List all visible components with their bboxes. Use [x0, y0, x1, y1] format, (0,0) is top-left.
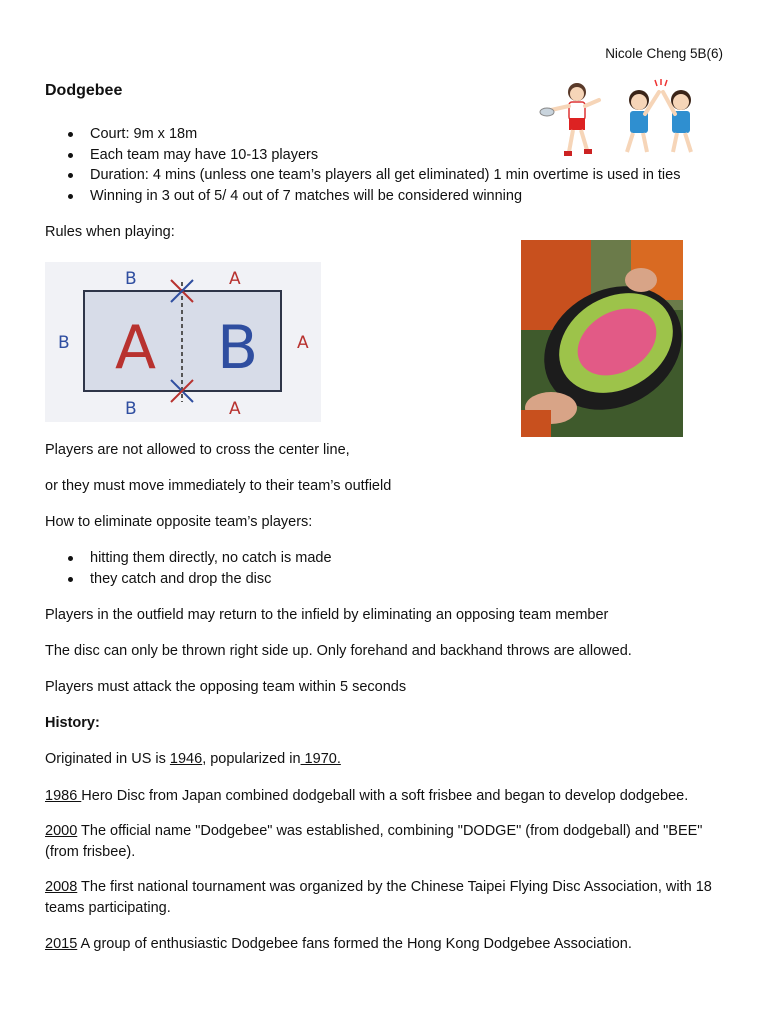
- list-item: Court: 9m x 18m: [45, 124, 680, 145]
- list-item: Each team may have 10-13 players: [45, 145, 680, 166]
- outfield-label-a: A: [229, 399, 241, 419]
- outfield-label-b: B: [58, 333, 70, 353]
- author-name: Nicole Cheng 5B(6): [605, 46, 723, 61]
- outfield-label-a: A: [297, 333, 309, 353]
- rule-line: or they must move immediately to their team’s outfield: [45, 478, 392, 494]
- rule-line: Players are not allowed to cross the center line,: [45, 442, 350, 458]
- history-event: 2015 A group of enthusiastic Dodgebee fans formed the Hong Kong Dodgebee Association.: [45, 936, 632, 952]
- outfield-label-a: A: [229, 269, 241, 289]
- eliminate-heading: How to eliminate opposite team’s players:: [45, 514, 313, 530]
- event-year: 2000: [45, 823, 78, 839]
- origin-year: 1946: [169, 751, 203, 767]
- history-heading: History:: [45, 715, 100, 731]
- list-item: they catch and drop the disc: [45, 569, 332, 590]
- eliminate-list: [45, 548, 332, 589]
- court-diagram: [45, 262, 321, 422]
- rule-line: Players in the outfield may return to the infield by eliminating an opposing team member: [45, 607, 609, 623]
- event-year: 2015: [45, 936, 78, 952]
- list-item: Winning in 3 out of 5/ 4 out of 7 matches will be considered winning: [45, 186, 680, 207]
- history-event: 2008 The first national tournament was organized by the Chinese Taipei Flying Disc Association, with 18 teams participating.: [45, 879, 712, 916]
- dodgebee-photo: [521, 240, 683, 437]
- rule-line: Players must attack the opposing team within 5 seconds: [45, 679, 407, 695]
- kids-illustration: [535, 78, 710, 168]
- event-year: 1986: [45, 788, 82, 804]
- list-item: Duration: 4 mins (unless one team’s players all get eliminated) 1 min overtime is used in ties: [45, 165, 680, 186]
- event-year: 2008: [45, 879, 78, 895]
- history-event: 2000 The official name "Dodgebee" was established, combining "DODGE" (from dodgeball) and "BEE" (from frisbee).: [45, 823, 703, 860]
- court-letter-a: A: [115, 313, 157, 383]
- popularized-year: 1970.: [300, 751, 341, 767]
- high-five-figures: [627, 79, 691, 152]
- page-title: Dodgebee: [45, 82, 123, 99]
- rules-heading: Rules when playing:: [45, 224, 175, 240]
- list-item: hitting them directly, no catch is made: [45, 548, 332, 569]
- rule-line: The disc can only be thrown right side up. Only forehand and backhand throws are allowed.: [45, 643, 632, 659]
- outfield-label-b: B: [125, 269, 137, 289]
- outfield-label-b: B: [125, 399, 137, 419]
- court-letter-b: B: [217, 313, 259, 383]
- thrower-figure: [540, 83, 599, 156]
- history-origin: Originated in US is 1946, popularized in 1970.: [45, 751, 341, 767]
- history-event: 1986 Hero Disc from Japan combined dodgeball with a soft frisbee and began to develop dodgebee.: [45, 788, 689, 804]
